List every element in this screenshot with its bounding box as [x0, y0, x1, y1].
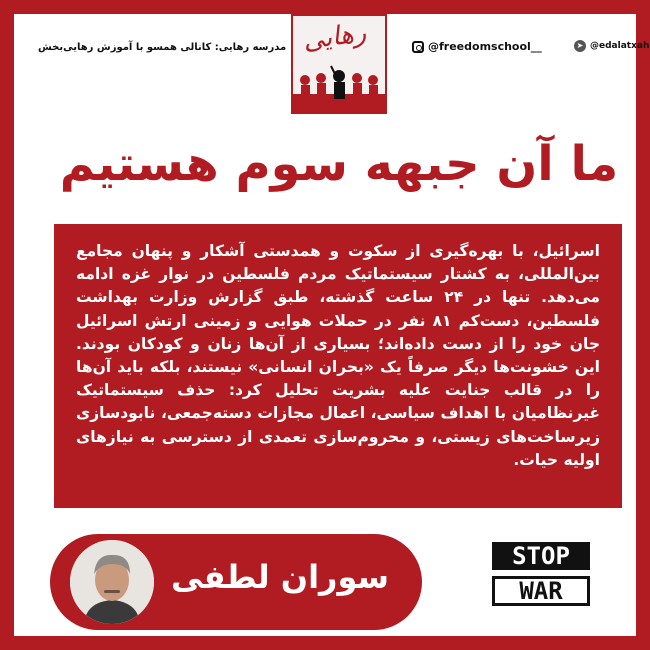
- telegram-icon: ➤: [574, 40, 586, 52]
- author-portrait-icon: [70, 540, 154, 624]
- channel-tagline: مدرسه رهایی: کانالی همسو با آموزش رهایی‌بخش: [38, 42, 287, 53]
- author-badge: [50, 534, 422, 630]
- instagram-label: @freedomschool__: [428, 40, 542, 53]
- school-logo: [291, 14, 387, 114]
- protest-illustration-icon: [293, 64, 385, 112]
- war-label: WAR: [492, 576, 590, 606]
- article-text: اسرائیل، با بهره‌گیری از سکوت و همدستی آشکار و پنهان مجامع بین‌المللی، به کشتار سیستماتیک مردم فلسطین در نوار غزه ادامه می‌دهد. تنها در ۲۴ ساعت گذشته، طبق گزارش وزارت بهداشت فلسطین، دست‌کم ۸۱ نفر در حملات هوایی و زمینی ارتش اسرائیل جان خود را از دست داده‌اند؛ بسیاری از آن‌ها زنان و کودکان بودند. این خشونت‌ها دیگر صرفاً یک «بحران انسانی» نیستند، بلکه باید آن‌ها را در قالب جنایت علیه بشریت تحلیل کرد: حذف سیستماتیک غیرنظامیان با اهداف سیاسی، اعمال مجازات دسته‌جمعی، نابودسازی زیرساخت‌های زیستی، و محروم‌سازی تعمدی از دسترسی به نیازهای اولیه حیات.: [76, 242, 600, 469]
- stop-label: STOP: [492, 542, 590, 570]
- avatar: [70, 540, 154, 624]
- telegram-label: @edalatxah: [590, 41, 650, 51]
- stop-war-badge: [492, 542, 590, 614]
- logo-text: رهایی: [301, 17, 368, 57]
- author-name: سوران لطفی: [171, 558, 389, 596]
- instagram-icon: [412, 41, 424, 53]
- instagram-handle: [412, 40, 542, 53]
- article-box: [54, 224, 622, 508]
- headline: ما آن جبهه سوم هستیم: [59, 136, 619, 192]
- telegram-handle: [574, 40, 649, 52]
